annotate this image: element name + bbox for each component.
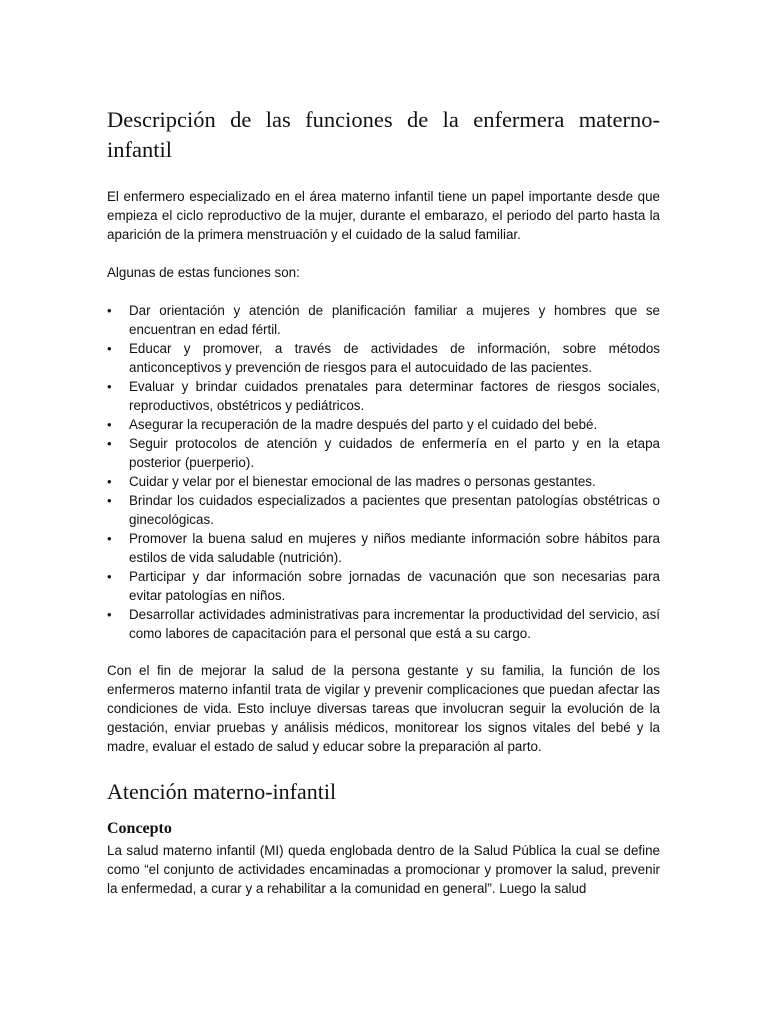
bullet-icon: • <box>107 379 112 394</box>
intro-paragraph: El enfermero especializado en el área materno infantil tiene un papel importante desde que empieza el ciclo reproductivo de la mujer, durante el embarazo, el periodo del parto hasta la aparición de la primera menstruación y el cuidado de la salud familiar. <box>107 189 660 242</box>
functions-lead: Algunas de estas funciones son: <box>107 265 300 280</box>
list-item-text: Asegurar la recuperación de la madre después del parto y el cuidado del bebé. <box>129 417 598 432</box>
list-item <box>107 415 660 434</box>
list-item-text: Desarrollar actividades administrativas para incrementar la productividad del servicio, así como labores de capacitación para el personal que está a su cargo. <box>129 607 660 641</box>
list-item-text: Dar orientación y atención de planificación familiar a mujeres y hombres que se encuentran en edad fértil. <box>129 303 660 337</box>
list-item <box>107 529 660 567</box>
list-item-text: Brindar los cuidados especializados a pacientes que presentan patologías obstétricas o ginecológicas. <box>129 493 660 527</box>
subsection-heading: Concepto <box>107 820 172 837</box>
bullet-icon: • <box>107 531 112 546</box>
list-item-text: Seguir protocolos de atención y cuidados de enfermería en el parto y en la etapa posterior (puerperio). <box>129 436 660 470</box>
list-item-text: Cuidar y velar por el bienestar emocional de las madres o personas gestantes. <box>129 474 596 489</box>
list-item <box>107 567 660 605</box>
bullet-icon: • <box>107 417 112 432</box>
bullet-icon: • <box>107 303 112 318</box>
list-item-text: Promover la buena salud en mujeres y niños mediante información sobre hábitos para estilos de vida saludable (nutrición). <box>129 531 660 565</box>
list-item <box>107 605 660 643</box>
functions-list <box>107 301 660 643</box>
list-item <box>107 377 660 415</box>
bullet-icon: • <box>107 436 112 451</box>
list-item-text: Educar y promover, a través de actividades de información, sobre métodos anticonceptivos y prevención de riesgos para el autocuidado de las pacientes. <box>129 341 660 375</box>
list-item-text: Participar y dar información sobre jornadas de vacunación que son necesarias para evitar patologías en niños. <box>129 569 660 603</box>
list-item-text: Evaluar y brindar cuidados prenatales para determinar factores de riesgos sociales, reproductivos, obstétricos y pediátricos. <box>129 379 660 413</box>
bullet-icon: • <box>107 474 112 489</box>
bullet-icon: • <box>107 493 112 508</box>
list-item <box>107 301 660 339</box>
section-heading: Atención materno-infantil <box>107 779 337 804</box>
list-item <box>107 434 660 472</box>
bullet-icon: • <box>107 569 112 584</box>
list-item <box>107 491 660 529</box>
document-page <box>107 105 660 898</box>
concept-paragraph: La salud materno infantil (MI) queda englobada dentro de la Salud Pública la cual se define como “el conjunto de actividades encaminadas a promocionar y promover la salud, prevenir la enfermedad, a curar y a rehabilitar a la comunidad en general”. Luego la salud <box>107 843 660 896</box>
document-title: Descripción de las funciones de la enfermera materno-infantil <box>107 107 660 162</box>
closing-paragraph: Con el fin de mejorar la salud de la persona gestante y su familia, la función de los enfermeros materno infantil trata de vigilar y prevenir complicaciones que puedan afectar las condiciones de vida. Esto incluye diversas tareas que involucran seguir la evolución de la gestación, enviar pruebas y análisis médicos, monitorear los signos vitales del bebé y la madre, evaluar el estado de salud y educar sobre la preparación al parto. <box>107 663 660 754</box>
list-item <box>107 472 660 491</box>
bullet-icon: • <box>107 607 112 622</box>
bullet-icon: • <box>107 341 112 356</box>
list-item <box>107 339 660 377</box>
